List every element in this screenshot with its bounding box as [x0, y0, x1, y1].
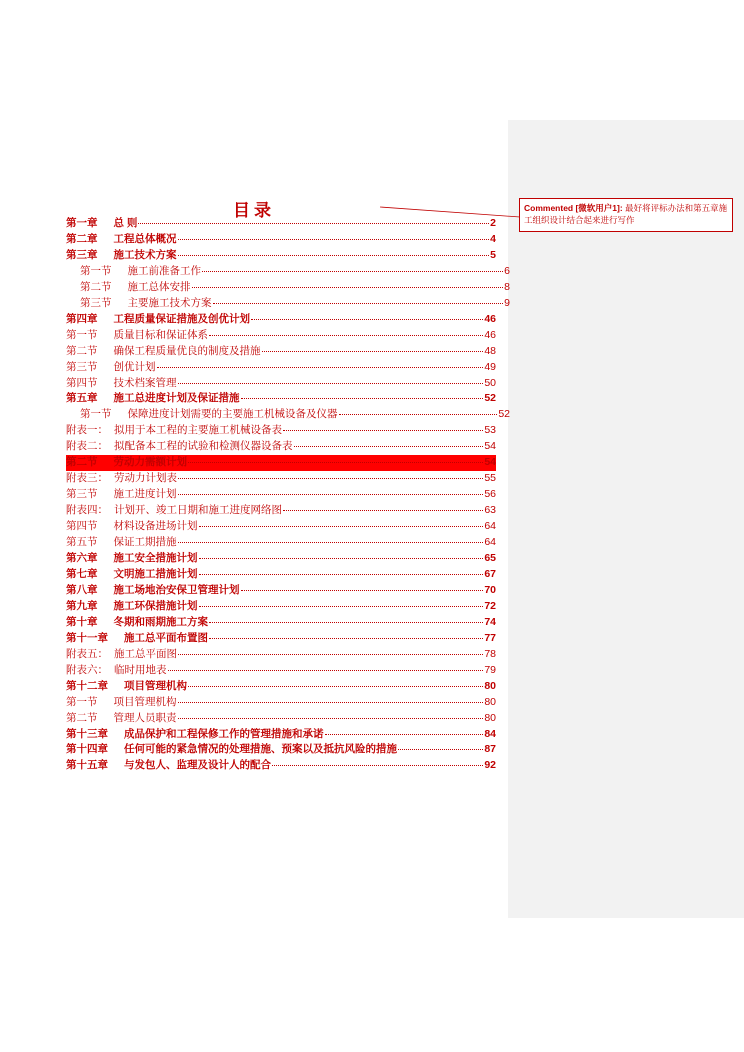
toc-entry[interactable] [66, 567, 496, 583]
toc-entry[interactable] [66, 423, 496, 439]
toc-page-number: 67 [484, 567, 496, 580]
toc-page-number: 56 [484, 488, 496, 501]
toc-entry[interactable] [66, 583, 496, 599]
toc-page-number: 80 [484, 711, 496, 724]
comment-text: 最好将评标办法和第五章施工组织设计结合起来进行写作 [524, 203, 728, 226]
toc-leader-dots [199, 550, 484, 559]
toc-entry-label: 第五章 [66, 392, 98, 405]
toc-entry-title: 施工安全措施计划 [113, 552, 198, 565]
toc-entry-label: 第二章 [66, 232, 98, 245]
toc-leader-dots [199, 566, 484, 575]
toc-leader-dots [325, 726, 484, 735]
toc-entry-title: 确保工程质量优良的制度及措施 [113, 344, 261, 357]
toc-entry-label: 第三节 [66, 360, 98, 373]
toc-entry-title: 施工前准备工作 [127, 264, 201, 277]
toc-entry-label: 第四章 [66, 312, 98, 325]
toc-entry[interactable] [66, 328, 496, 344]
toc-entry[interactable] [66, 232, 496, 248]
toc-entry-label: 第三节 [66, 488, 98, 501]
toc-leader-dots [272, 758, 483, 767]
toc-entry[interactable] [66, 551, 496, 567]
toc-leader-dots [192, 279, 504, 288]
toc-entry[interactable] [66, 663, 496, 679]
toc-page-number: 84 [484, 727, 496, 740]
toc-entry-title: 拟配备本工程的试验和检测仪器设备表 [114, 440, 293, 453]
toc-entry[interactable] [66, 487, 496, 503]
toc-entry[interactable] [66, 455, 496, 471]
toc-leader-dots [178, 375, 484, 384]
toc-leader-dots [209, 630, 483, 639]
toc-entry-title: 施工进度计划 [113, 488, 177, 501]
toc-leader-dots [138, 215, 489, 224]
toc-entry-label: 第三章 [66, 248, 98, 261]
toc-page-number: 80 [484, 695, 496, 708]
toc-leader-dots [178, 646, 483, 655]
toc-entry-label: 第十二章 [66, 679, 108, 692]
toc-page-number: 46 [484, 328, 496, 341]
toc-page-number: 49 [484, 360, 496, 373]
toc-entry-title: 施工环保措施计划 [113, 599, 198, 612]
toc-entry-title: 施工场地治安保卫管理计划 [113, 583, 240, 596]
toc-entry[interactable] [66, 599, 496, 615]
toc-leader-dots [294, 438, 484, 447]
toc-entry-title: 计划开、竣工日期和施工进度网络图 [114, 504, 282, 517]
toc-leader-dots [178, 486, 484, 495]
toc-entry-label: 第五节 [66, 536, 98, 549]
toc-entry-label: 附表五： [66, 647, 108, 660]
toc-entry-label: 第十四章 [66, 743, 108, 756]
toc-entry-label: 附表四： [66, 504, 108, 517]
toc-leader-dots [213, 295, 504, 304]
toc-leader-dots [283, 423, 483, 432]
toc-entry-title: 文明施工措施计划 [113, 567, 198, 580]
toc-page-number: 92 [484, 759, 496, 772]
toc-entry-title: 保证工期措施 [113, 536, 177, 549]
toc-page-number: 48 [484, 344, 496, 357]
toc-entry-label: 第二节 [66, 456, 98, 469]
toc-leader-dots [188, 454, 483, 463]
toc-entry-label: 第十五章 [66, 759, 108, 772]
toc-entry-label: 第一节 [80, 408, 112, 421]
toc-entry-title: 保障进度计划需要的主要施工机械设备及仪器 [127, 408, 338, 421]
toc-entry-title: 工程总体概况 [113, 232, 177, 245]
toc-entry[interactable] [66, 503, 496, 519]
toc-entry-label: 附表二： [66, 440, 108, 453]
toc-entry[interactable] [66, 631, 496, 647]
toc-entry-title: 临时用地表 [114, 663, 167, 676]
toc-leader-dots [178, 710, 484, 719]
toc-entry[interactable] [66, 344, 496, 360]
toc-page-number: 54 [484, 440, 496, 453]
toc-leader-dots [339, 407, 498, 416]
toc-entry-label: 第七章 [66, 567, 98, 580]
toc-page-number: 5 [490, 248, 496, 261]
toc-entry-title: 劳动力计划表 [114, 472, 177, 485]
toc-entry-label: 第二节 [66, 711, 98, 724]
toc-entry-title: 与发包人、监理及设计人的配合 [124, 759, 271, 772]
toc-leader-dots [178, 247, 490, 256]
comment-author-label: Commented [微软用户1]: [524, 203, 623, 213]
toc-page-number: 50 [484, 376, 496, 389]
toc-leader-dots [398, 742, 483, 751]
toc-entry[interactable] [66, 312, 496, 328]
toc-leader-dots [209, 327, 483, 336]
toc-entry-label: 第二节 [80, 280, 112, 293]
toc-page-number: 70 [484, 583, 496, 596]
toc-page-number: 78 [484, 647, 496, 660]
toc-leader-dots [178, 694, 484, 703]
toc-entry[interactable] [66, 695, 496, 711]
toc-entry-title: 施工技术方案 [113, 248, 177, 261]
toc-entry-title: 任何可能的紧急情况的处理措施、预案以及抵抗风险的措施 [124, 743, 397, 756]
table-of-contents [66, 216, 510, 774]
toc-entry-label: 第十章 [66, 615, 98, 628]
toc-page-number: 52 [484, 392, 496, 405]
toc-entry-label: 第六章 [66, 552, 98, 565]
toc-page-number: 64 [484, 536, 496, 549]
toc-page-number: 46 [484, 312, 496, 325]
toc-entry-title: 技术档案管理 [113, 376, 177, 389]
toc-entry[interactable] [66, 360, 496, 376]
toc-leader-dots [199, 598, 484, 607]
toc-entry-title: 总 则 [113, 217, 138, 229]
toc-entry[interactable] [66, 391, 496, 407]
toc-entry-title: 创优计划 [113, 360, 156, 373]
toc-entry-label: 第一节 [80, 264, 112, 277]
toc-entry-title: 工程质量保证措施及创优计划 [113, 312, 250, 325]
toc-entry[interactable] [66, 742, 496, 758]
toc-entry-title: 质量目标和保证体系 [113, 328, 208, 341]
toc-entry[interactable] [80, 264, 510, 280]
toc-leader-dots [178, 534, 484, 543]
toc-leader-dots [241, 582, 484, 591]
toc-leader-dots [157, 359, 484, 368]
toc-entry-label: 第一节 [66, 695, 98, 708]
toc-entry-title: 劳动力需额计划 [113, 456, 187, 469]
toc-page-number: 72 [484, 599, 496, 612]
toc-page-number: 65 [484, 552, 496, 565]
toc-entry[interactable] [66, 647, 496, 663]
toc-entry-label: 第八章 [66, 583, 98, 596]
toc-entry-title: 成品保护和工程保修工作的管理措施和承诺 [124, 727, 324, 740]
toc-entry-title: 施工总平面布置图 [124, 631, 208, 644]
toc-entry[interactable] [66, 471, 496, 487]
toc-entry[interactable] [66, 615, 496, 631]
toc-entry-title: 项目管理机构 [124, 679, 187, 692]
toc-page-number: 64 [484, 520, 496, 533]
toc-entry-title: 管理人员职责 [113, 711, 177, 724]
comment-margin-pane [508, 120, 744, 918]
toc-leader-dots [262, 343, 484, 352]
toc-page-number: 9 [504, 296, 510, 309]
toc-entry-label: 第四节 [66, 376, 98, 389]
toc-page-number: 80 [484, 679, 496, 692]
toc-entry[interactable] [66, 439, 496, 455]
toc-leader-dots [188, 678, 483, 687]
toc-leader-dots [178, 231, 490, 240]
toc-page-number: 77 [484, 631, 496, 644]
toc-page-number: 8 [504, 280, 510, 293]
toc-page-number: 52 [498, 408, 510, 421]
toc-entry-label: 第四节 [66, 520, 98, 533]
toc-entry[interactable] [80, 407, 510, 423]
toc-entry-label: 附表一： [66, 424, 108, 437]
toc-entry-label: 附表六： [66, 663, 108, 676]
toc-page-number: 4 [490, 232, 496, 245]
toc-entry-label: 第十一章 [66, 631, 108, 644]
toc-leader-dots [241, 391, 484, 400]
page-title: 目录 [233, 201, 275, 220]
toc-entry[interactable] [66, 679, 496, 695]
toc-page-number: 6 [504, 264, 510, 277]
toc-page-number: 74 [484, 615, 496, 628]
toc-entry-title: 冬期和雨期施工方案 [113, 615, 208, 628]
toc-entry[interactable] [66, 216, 496, 232]
toc-entry-label: 第二节 [66, 344, 98, 357]
toc-entry-label: 附表三： [66, 472, 108, 485]
toc-entry[interactable] [66, 519, 496, 535]
toc-entry[interactable] [80, 280, 510, 296]
toc-entry-title: 施工总进度计划及保证措施 [113, 392, 240, 405]
toc-entry-title: 材料设备进场计划 [113, 520, 198, 533]
toc-page-number: 63 [484, 504, 496, 517]
toc-leader-dots [283, 502, 483, 511]
toc-entry-title: 项目管理机构 [113, 695, 177, 708]
toc-entry[interactable] [66, 727, 496, 743]
comment-balloon[interactable] [519, 198, 733, 232]
toc-leader-dots [251, 311, 483, 320]
toc-leader-dots [168, 662, 484, 671]
toc-entry[interactable] [66, 248, 496, 264]
toc-entry-title: 主要施工技术方案 [127, 296, 212, 309]
toc-entry-label: 第九章 [66, 599, 98, 612]
toc-page-number: 54 [484, 456, 496, 469]
toc-leader-dots [199, 518, 484, 527]
toc-entry-title: 施工总体安排 [127, 280, 191, 293]
toc-entry-title: 拟用于本工程的主要施工机械设备表 [114, 424, 282, 437]
toc-page-number: 53 [484, 424, 496, 437]
toc-entry-label: 第一节 [66, 328, 98, 341]
toc-page-number: 2 [490, 217, 496, 229]
toc-page-number: 55 [484, 472, 496, 485]
toc-leader-dots [202, 263, 503, 272]
toc-entry[interactable] [80, 296, 510, 312]
toc-entry[interactable] [66, 535, 496, 551]
toc-entry[interactable] [66, 376, 496, 392]
toc-leader-dots [178, 470, 483, 479]
toc-entry-title: 施工总平面图 [114, 647, 177, 660]
toc-entry[interactable] [66, 758, 496, 774]
toc-entry[interactable] [66, 711, 496, 727]
toc-entry-label: 第三节 [80, 296, 112, 309]
toc-leader-dots [209, 614, 483, 623]
toc-page-number: 87 [484, 743, 496, 756]
toc-entry-label: 第一章 [66, 217, 98, 229]
toc-entry-label: 第十三章 [66, 727, 108, 740]
toc-page-number: 79 [484, 663, 496, 676]
